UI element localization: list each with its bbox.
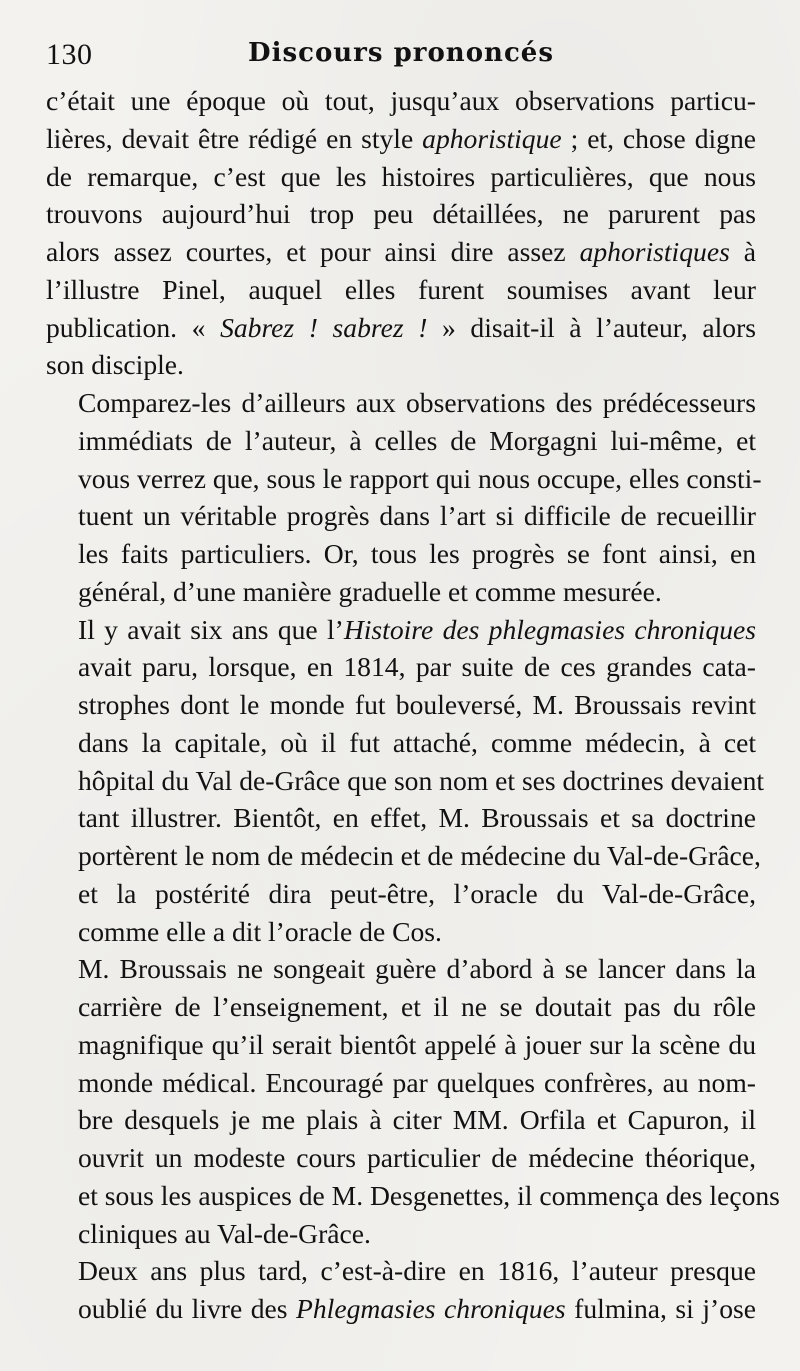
text-run: ; et, chose digne: [561, 122, 756, 154]
text-line: [46, 384, 756, 422]
body-text: [46, 82, 780, 1328]
text-run: général, d’une manière graduelle et comme mesurée.: [78, 575, 662, 607]
text-line: [46, 1215, 756, 1253]
text-run: Comparez-les d’ailleurs aux observations des prédécesseurs: [78, 387, 756, 418]
text-line: [46, 611, 756, 649]
text-run: trouvons aujourd’hui trop peu détaillées, ne parurent pas: [46, 198, 756, 230]
text-line: [46, 535, 756, 573]
text-line: [46, 648, 756, 686]
text-run: Deux ans plus tard, c’est-à-dire en 1816, l’auteur presque: [78, 1255, 756, 1287]
text-line: [46, 1252, 756, 1290]
text-run: tant illustrer. Bientôt, en effet, M. Broussais et sa doctrine: [78, 802, 756, 834]
text-run: portèrent le nom de médecin et de médecine du Val-de-Grâce,: [78, 840, 761, 871]
italic-text-run: Phlegmasies chroniques: [296, 1293, 566, 1324]
text-run: magnifique qu’il serait bientôt appelé à jouer sur la scène du: [78, 1028, 756, 1060]
text-run: bre desquels je me plais à citer MM. Orfila et Capuron, il: [78, 1104, 756, 1136]
italic-text-run: Histoire des phlegmasies chroniques: [343, 613, 756, 645]
text-line: [46, 233, 756, 271]
text-line: [46, 1101, 756, 1139]
text-line: [46, 950, 756, 988]
text-line: [46, 271, 756, 309]
paragraph: [46, 1252, 756, 1328]
text-run: les faits particuliers. Or, tous les progrès se font ainsi, en: [78, 538, 756, 569]
text-run: l’illustre Pinel, auquel elles furent soumises avant leur: [46, 273, 756, 305]
text-run: c’était une époque où tout, jusqu’aux observations particu-: [46, 85, 756, 116]
text-run: tuent un véritable progrès dans l’art si difficile de recueillir: [78, 500, 756, 532]
text-run: hôpital du Val de-Grâce que son nom et ses doctrines devaient: [78, 764, 765, 796]
text-run: fulmina, si j’ose: [565, 1293, 756, 1324]
text-line: [46, 837, 761, 875]
text-line: [46, 1139, 756, 1177]
text-line: [46, 988, 756, 1026]
text-line: [46, 120, 756, 158]
text-run: immédiats de l’auteur, à celles de Morgagni lui-même, et: [78, 424, 756, 456]
text-run: alors assez courtes, et pour ainsi dire assez: [46, 236, 580, 267]
text-run: comme elle a dit l’oracle de Cos.: [78, 915, 442, 947]
text-line: [46, 82, 756, 120]
text-run: monde médical. Encouragé par quelques confrères, au nom-: [78, 1066, 756, 1098]
running-head: [46, 34, 756, 82]
text-line: [46, 422, 756, 460]
text-run: oublié du livre des: [78, 1293, 297, 1324]
text-run: carrière de l’enseignement, et il ne se doutait pas du rôle: [78, 991, 756, 1022]
text-line: [46, 762, 765, 800]
italic-text-run: aphoristique: [422, 122, 562, 154]
italic-text-run: Sabrez ! sabrez !: [220, 311, 428, 343]
italic-text-run: aphoristiques: [579, 236, 730, 267]
text-run: dans la capitale, où il fut attaché, comme médecin, à cet: [78, 726, 756, 758]
text-line: [46, 724, 756, 762]
text-line: [46, 913, 756, 951]
text-run: de remarque, c’est que les histoires particulières, que nous: [46, 160, 756, 192]
text-run: et la postérité dira peut-être, l’oracle du Val-de-Grâce,: [78, 877, 756, 909]
text-run: strophes dont le monde fut bouleversé, M. Broussais revint: [78, 689, 756, 720]
text-run: Il y avait six ans que l’: [78, 613, 344, 645]
text-line: [46, 158, 756, 196]
text-line: [46, 460, 762, 498]
text-run: lières, devait être rédigé en style: [46, 122, 423, 154]
text-run: » disait-il à l’auteur, alors: [427, 311, 757, 343]
text-run: M. Broussais ne songeait guère d’abord à se lancer dans la: [78, 953, 756, 985]
text-line: [46, 346, 756, 384]
text-line: [46, 195, 756, 233]
text-run: vous verrez que, sous le rapport qui nous occupe, elles consti-: [78, 462, 762, 494]
text-line: [46, 1026, 756, 1064]
text-line: [46, 497, 756, 535]
text-line: [46, 799, 756, 837]
page-number: 130: [46, 38, 93, 71]
paragraph: [46, 950, 780, 1252]
text-run: et sous les auspices de M. Desgenettes, il commença des leçons: [78, 1179, 780, 1211]
text-line: [46, 686, 756, 724]
text-line: [46, 1064, 756, 1102]
text-run: son disciple.: [46, 349, 184, 381]
text-line: [46, 1290, 756, 1328]
text-line: [46, 573, 756, 611]
text-run: ouvrit un modeste cours particulier de médecine théorique,: [78, 1142, 756, 1173]
text-line: [46, 1177, 780, 1215]
text-run: publication. «: [46, 311, 221, 343]
text-run: avait paru, lorsque, en 1814, par suite de ces grandes cata-: [78, 651, 756, 683]
text-run: cliniques au Val-de-Grâce.: [78, 1217, 371, 1249]
paragraph: [46, 384, 762, 611]
paragraph: [46, 611, 765, 951]
text-line: [46, 309, 756, 347]
paragraph: [46, 82, 756, 384]
text-line: [46, 875, 756, 913]
text-run: à: [729, 236, 756, 267]
running-title: Discours prononcés: [248, 38, 554, 68]
